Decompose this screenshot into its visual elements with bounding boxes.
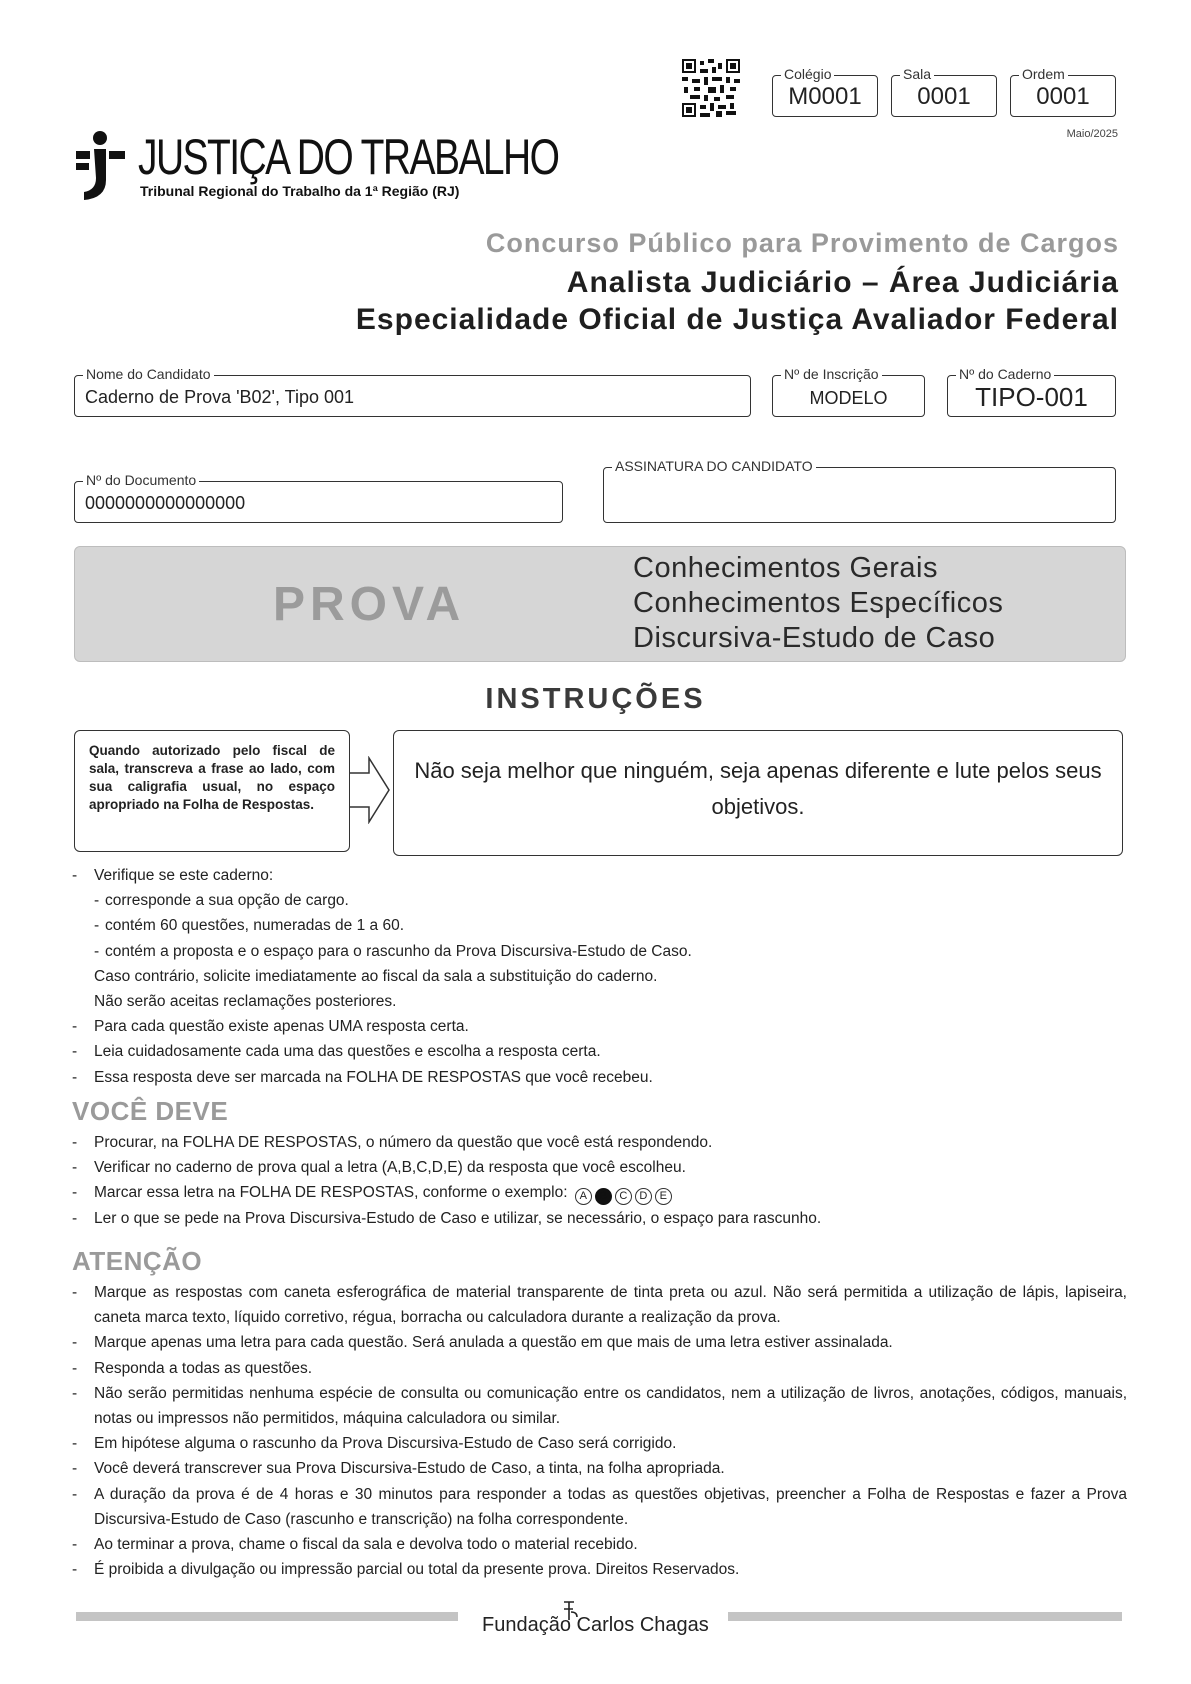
documento-label: Nº do Documento [83,472,199,488]
list-item: - Marcar essa letra na FOLHA DE RESPOSTAS, conforme o exemplo: A B C D E [72,1180,1127,1205]
prova-band [74,546,1126,662]
exam-date: Maio/2025 [1066,128,1118,140]
atencao-title: ATENÇÃO [72,1246,203,1276]
logo-subtitle: Tribunal Regional do Trabalho da 1ª Região (RJ) [140,183,460,199]
list-item: - Marque as respostas com caneta esferográfica de material transparente de tinta preta ou azul. Não será permitida a utilização de lápis, lapiseira, caneta marca texto, líquido corretivo, régua, borracha ou calculadora durante a realização da prova. [72,1284,1127,1327]
transcription-note: Quando autorizado pelo fiscal de sala, transcreva a frase ao lado, com sua caligrafia usual, no espaço apropriado na Folha de Respostas. [74,730,350,852]
ordem-value: 0001 [1036,83,1090,110]
exam-heading-line1: Concurso Público para Provimento de Cargos [485,228,1119,258]
atencao-list [72,1280,1127,1582]
colegio-value: M0001 [788,83,862,110]
list-item: - Verificar no caderno de prova qual a letra (A,B,C,D,E) da resposta que você escolheu. [72,1159,686,1177]
list-item: - Leia cuidadosamente cada uma das questões e escolha a resposta certa. [72,1043,601,1061]
sala-value: 0001 [917,83,971,110]
prova-item: Conhecimentos Específicos [633,587,1004,619]
footer-divider [728,1612,1122,1621]
list-item: - Ao terminar a prova, chame o fiscal da sala e devolva todo o material recebido. [72,1536,638,1554]
ordem-field [1010,66,1116,117]
list-item: - Procurar, na FOLHA DE RESPOSTAS, o número da questão que você está respondendo. [72,1134,713,1151]
instructions-list [72,863,1127,1090]
inscricao-field [772,366,925,417]
prova-item: Conhecimentos Gerais [633,552,938,584]
transcription-phrase: Não seja melhor que ninguém, seja apenas diferente e lute pelos seus objetivos. [393,730,1123,856]
voce-deve-title: VOCÊ DEVE [72,1096,229,1126]
list-item: - É proibida a divulgação ou impressão parcial ou total da presente prova. Direitos Reservados. [72,1561,740,1579]
list-item: - contém a proposta e o espaço para o rascunho da Prova Discursiva-Estudo de Caso. [94,942,692,960]
list-item: - corresponde a sua opção de cargo. [94,892,349,910]
ordem-label: Ordem [1019,66,1068,82]
inscricao-value: MODELO [809,388,888,408]
arrow-right-icon [349,756,391,824]
colegio-field [772,66,878,117]
list-item: - A duração da prova é de 4 horas e 30 minutos para responder a todas as questões objetivas, preencher a Folha de Respostas e fazer a Prova Discursiva-Estudo de Caso (rascunho e transcrição) na folha correspondente. [72,1485,1127,1528]
documento-field [74,472,563,523]
candidate-name-label: Nome do Candidato [83,366,214,382]
list-item: - Responda a todas as questões. [72,1359,313,1377]
list-item: - Essa resposta deve ser marcada na FOLHA DE RESPOSTAS que você recebeu. [72,1068,653,1086]
list-item: - Marque apenas uma letra para cada questão. Será anulada a questão em que mais de uma letra estiver assinalada. [72,1334,893,1352]
list-item: - Em hipótese alguma o rascunho da Prova Discursiva-Estudo de Caso será corrigido. [72,1435,677,1453]
justica-logo-icon [76,130,132,202]
signature-label: ASSINATURA DO CANDIDATO [612,458,816,474]
list-item: - Não serão permitidas nenhuma espécie de consulta ou comunicação entre os candidatos, nem a utilização de livros, anotações, códigos, manuais, notas ou impressos não permitidos, máquina calculadora ou similar. [72,1384,1127,1428]
signature-field[interactable] [603,458,1116,523]
list-item: Não serão aceitas reclamações posteriores. [94,993,397,1011]
footer-divider [76,1612,458,1621]
documento-value: 0000000000000000 [85,493,246,513]
qr-code-icon [682,59,740,117]
colegio-label: Colégio [781,66,834,82]
caderno-label: Nº do Caderno [956,366,1054,382]
list-item: - contém 60 questões, numeradas de 1 a 60. [94,917,405,935]
candidate-name-value: Caderno de Prova 'B02', Tipo 001 [85,387,355,407]
list-item: - Você deverá transcrever sua Prova Discursiva-Estudo de Caso, a tinta, na folha apropriada. [72,1460,725,1478]
prova-item: Discursiva-Estudo de Caso [633,622,996,654]
list-item: - Verifique se este caderno: [72,867,274,884]
bubble-d-icon: D [635,1188,652,1205]
list-item: - Para cada questão existe apenas UMA resposta certa. [72,1018,469,1036]
voce-deve-list [72,1130,1127,1231]
list-item: Caso contrário, solicite imediatamente ao fiscal da sala a substituição do caderno. [94,967,658,985]
inscricao-label: Nº de Inscrição [781,366,882,382]
list-item: - Ler o que se pede na Prova Discursiva-Estudo de Caso e utilizar, se necessário, o espaço para rascunho. [72,1209,822,1227]
footer-org-name: Fundação Carlos Chagas [482,1614,709,1636]
sala-label: Sala [900,66,934,82]
bubble-c-icon: C [615,1188,632,1205]
exam-heading-line2: Analista Judiciário – Área Judiciária [566,266,1119,299]
exam-heading-line3: Especialidade Oficial de Justiça Avaliador Federal [355,303,1119,336]
caderno-value: TIPO-001 [975,382,1088,412]
instructions-title: INSTRUÇÕES [485,683,706,715]
prova-word: PROVA [273,578,466,631]
sala-field [891,66,997,117]
logo-title: JUSTIÇA DO TRABALHO [138,129,559,185]
bubble-e-icon: E [655,1188,672,1205]
bubble-b-filled-icon: B [595,1188,612,1205]
candidate-name-field [74,366,751,417]
caderno-field [947,366,1116,417]
bubble-a-icon: A [575,1188,592,1205]
